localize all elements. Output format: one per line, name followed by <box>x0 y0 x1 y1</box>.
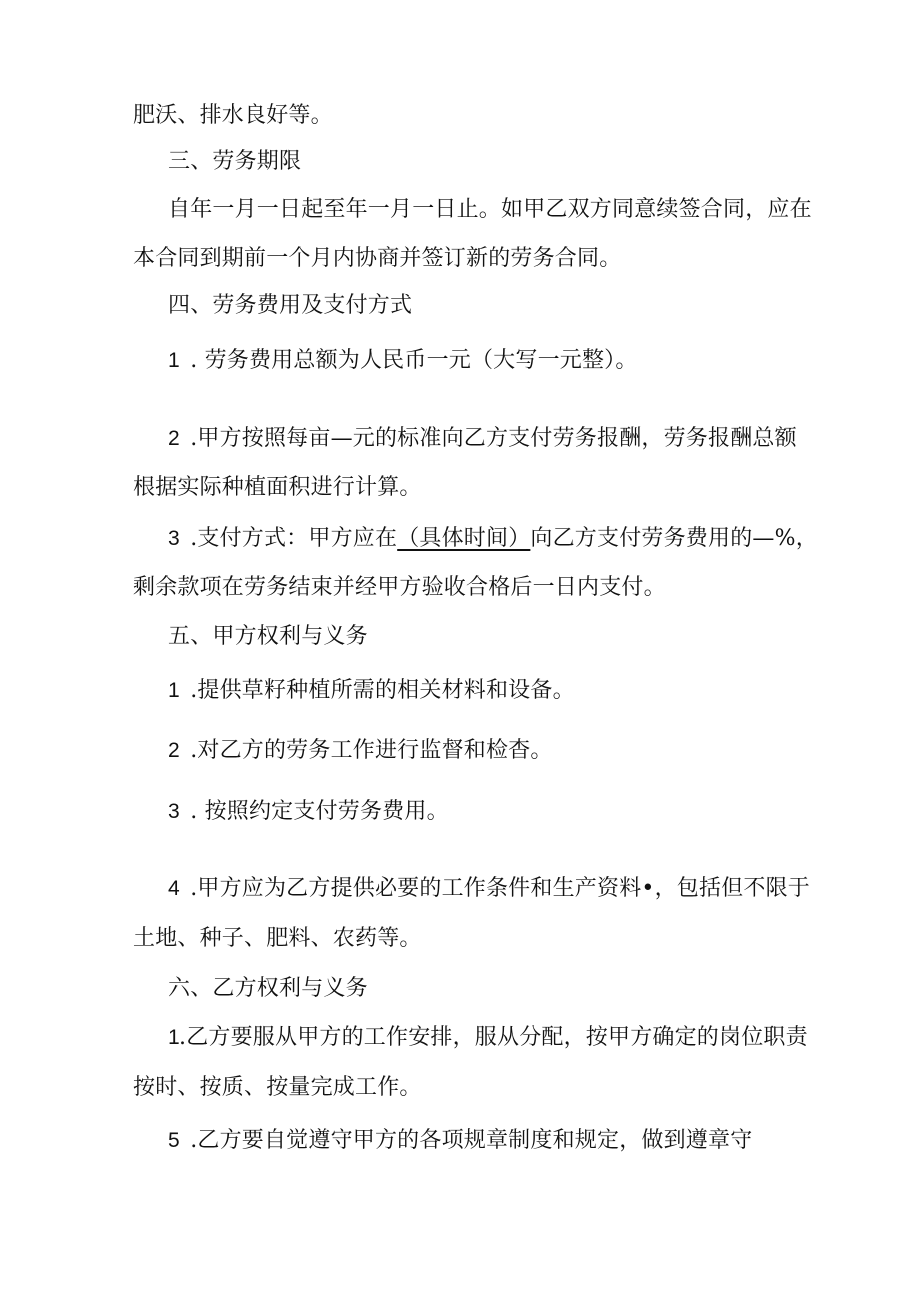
section-heading-4 <box>0 291 920 321</box>
list-item <box>0 1126 920 1156</box>
item-text: .支付方式：甲方应在 <box>183 526 398 551</box>
item-text: . 劳务费用总额为人民币一元（大写一元整）。 <box>183 348 638 373</box>
list-item <box>0 736 920 766</box>
line-text: 本合同到期前一个月内协商并签订新的劳务合同。 <box>133 246 622 271</box>
item-number: 2 <box>168 739 180 762</box>
item-text: . 按照约定支付劳务费用。 <box>183 799 449 824</box>
list-item <box>0 346 920 376</box>
list-item <box>0 524 920 554</box>
item-number: 1 <box>168 1026 180 1049</box>
list-item <box>0 874 920 904</box>
list-item <box>0 676 920 706</box>
section-heading-3 <box>0 147 920 177</box>
section-heading-5 <box>0 622 920 652</box>
heading-text: 四、劳务费用及支付方式 <box>168 293 413 318</box>
paragraph-line <box>0 244 920 274</box>
paragraph-line <box>0 573 920 603</box>
heading-text: 五、甲方权利与义务 <box>168 624 368 649</box>
section-heading-6 <box>0 974 920 1004</box>
list-item <box>0 424 920 454</box>
item-text: .乙方要自觉遵守甲方的各项规章制度和规定，做到遵章守 <box>183 1128 753 1153</box>
line-text: 根据实际种植面积进行计算。 <box>133 475 422 500</box>
item-text: .甲方应为乙方提供必要的工作条件和生产资料•，包括但不限于 <box>183 876 810 901</box>
item-number: 4 <box>168 877 180 900</box>
item-number: 1 <box>168 349 180 372</box>
list-item <box>0 1023 920 1053</box>
paragraph-line <box>0 101 920 131</box>
paragraph-line <box>0 473 920 503</box>
item-text: .提供草籽种植所需的相关材料和设备。 <box>183 678 575 703</box>
item-number: 3 <box>168 527 180 550</box>
item-number: 1 <box>168 679 180 702</box>
paragraph-line <box>0 195 920 225</box>
item-number: 2 <box>168 427 180 450</box>
line-text: 肥沃、排水良好等。 <box>133 103 333 128</box>
item-text: .甲方按照每亩—元的标准向乙方支付劳务报酬，劳务报酬总额 <box>183 426 797 451</box>
line-text: 自年一月一日起至年一月一日止。如甲乙双方同意续签合同，应在 <box>168 197 812 222</box>
list-item <box>0 797 920 827</box>
item-text: 向乙方支付劳务费用的—%， <box>530 526 818 551</box>
item-number: 3 <box>168 800 180 823</box>
line-text: 剩余款项在劳务结束并经甲方验收合格后一日内支付。 <box>133 575 666 600</box>
paragraph-line <box>0 1073 920 1103</box>
underlined-blank: （具体时间） <box>397 526 531 551</box>
paragraph-line <box>0 924 920 954</box>
item-text: .对乙方的劳务工作进行监督和检杳。 <box>183 738 553 763</box>
heading-text: 三、劳务期限 <box>168 149 302 174</box>
line-text: 按时、按质、按量完成工作。 <box>133 1075 422 1100</box>
line-text: 土地、种子、肥料、农药等。 <box>133 926 422 951</box>
item-text: .乙方要服从甲方的工作安排，服从分配，按甲方确定的岗位职责 <box>179 1025 808 1050</box>
heading-text: 六、乙方权利与义务 <box>168 976 368 1001</box>
item-number: 5 <box>168 1129 180 1152</box>
